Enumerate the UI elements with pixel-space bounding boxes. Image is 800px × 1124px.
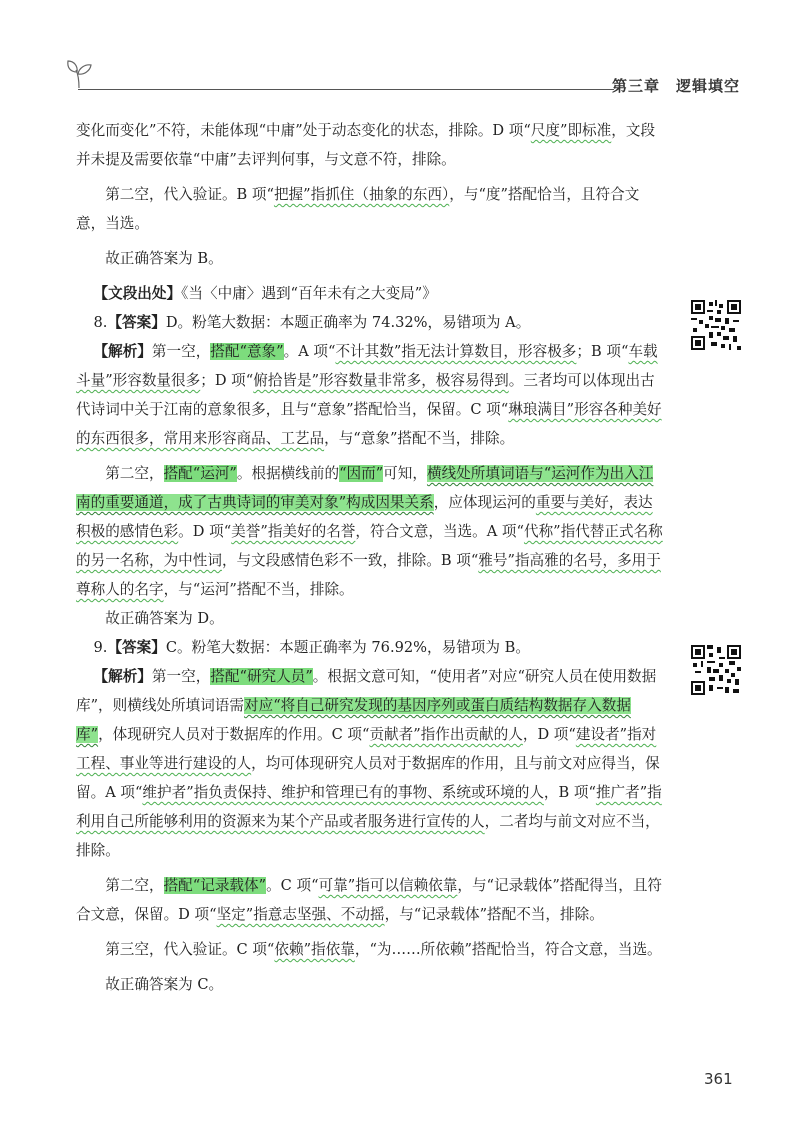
highlighted-text: 搭配“意象”: [210, 343, 284, 360]
highlighted-text: 横线处所填词语与“运河作为出入江南的重要通道，成了古典诗词的审美对象”构成因果关系: [76, 465, 654, 511]
text-span: 第二空，代入验证。B 项“: [105, 186, 274, 203]
text-span: 变化而变化”不符，未能体现“中庸”处于动态变化的状态，排除。D 项“: [76, 122, 531, 139]
underlined-text: 把握”指抓住（抽象的东西）: [273, 186, 450, 203]
text-span: ，符合文意，当选。A 项“: [355, 523, 524, 540]
underlined-text: 维护者”指负责保持、维护和管理已有的事物、系统或环境的人: [142, 784, 544, 801]
highlighted-text: “因而”: [339, 465, 384, 482]
analysis-label: 【解析】: [93, 668, 152, 685]
paragraph: [76, 180, 666, 238]
text-span: 可知，: [383, 465, 427, 482]
answer-line: 故正确答案为 B。: [105, 250, 223, 267]
underlined-text: 琳琅满目”形容各种美好的东西很多，常用来形容商品、工艺品: [76, 401, 662, 447]
qr-code-icon[interactable]: [691, 645, 741, 695]
underlined-text: 不计其数”指无法计算数目，形容极多: [335, 343, 577, 360]
highlighted-text: 对应“将自己研究发现的基因序列或蛋白质结构数据存入数据库”: [76, 697, 631, 743]
text-span: ，二者均与前文对应不当，排除。: [76, 813, 660, 859]
answer-label: 【答案】: [107, 314, 166, 331]
underlined-text: 美誉”指美好的名誉: [231, 523, 356, 540]
text-span: ，“为……所依赖”搭配恰当，符合文意，当选。: [354, 941, 662, 958]
text-span: 。根据文意可知，“使用者”对应“研究人员在使用数据库”，则横线处所填词语需: [76, 668, 657, 714]
chapter-title: 第三章 逻辑填空: [612, 77, 741, 95]
text-span: ，与“意象”搭配不当，排除。: [324, 430, 515, 447]
highlighted-text: 搭配“研究人员”: [210, 668, 313, 685]
analysis-paragraph: [76, 662, 666, 865]
text-span: 第三空，代入验证。C 项“: [105, 941, 275, 958]
qr-code-icon[interactable]: [691, 300, 741, 350]
text-span: 第二空，: [105, 877, 164, 894]
answer-header-8: [76, 308, 666, 337]
text-span: 。D 项“: [178, 523, 232, 540]
page-body: [76, 116, 666, 999]
underlined-text: 可靠”指可以信赖依靠: [318, 877, 458, 894]
leaf-icon: [66, 58, 94, 90]
text-span: ；D 项“: [200, 372, 254, 389]
underlined-text: 尺度”即标准: [530, 122, 612, 139]
analysis-paragraph: [76, 337, 666, 453]
underlined-text: 雅号”指高雅的名号，多用于尊称人的名字: [76, 552, 661, 598]
underlined-text: 贡献者”指作出贡献的人: [369, 726, 523, 743]
text-span: ，与“记录载体”搭配得当，且符合文意，保留。D 项“: [76, 877, 663, 923]
text-span: ，均可体现研究人员对于数据库的作用，且与前文对应得当，保留。A 项“: [76, 755, 660, 801]
text-span: 。A 项“: [283, 343, 336, 360]
source-text: 《当〈中庸〉遇到“百年未有之大变局”》: [181, 285, 437, 302]
underlined-text: 推广者”指利用自己所能够利用的资源来为某个产品或者服务进行宣传的人: [76, 784, 662, 830]
source-line: [76, 279, 666, 308]
highlighted-text: 搭配“运河”: [163, 465, 237, 482]
underlined-text: 坚定”指意志坚强、不动摇: [216, 906, 385, 923]
underlined-text: 建设者”指对工程、事业等进行建设的人: [76, 726, 657, 772]
highlighted-text: 搭配“记录载体”: [163, 877, 267, 894]
answer-label: 【答案】: [107, 639, 166, 656]
answer-line: 故正确答案为 C。: [105, 976, 224, 993]
paragraph: [76, 935, 666, 964]
question-number: 9.: [93, 639, 108, 656]
analysis-label: 【解析】: [93, 343, 152, 360]
paragraph: [76, 459, 666, 604]
text-span: ，文段并未提及需要依靠“中庸”去评判何事，与文意不符，排除。: [76, 122, 656, 168]
text-span: ，与“度”搭配恰当，且符合文意，当选。: [76, 186, 640, 232]
text-span: ，B 项“: [543, 784, 596, 801]
underlined-text: 俯拾皆是”形容数量非常多，极容易得到: [253, 372, 509, 389]
paragraph: [76, 871, 666, 929]
paragraph: [76, 116, 666, 174]
text-span: 。三者均可以体现出古代诗词中关于江南的意象很多，且与“意象”搭配恰当，保留。C 项“: [76, 372, 655, 418]
text-span: 第一空，: [151, 668, 211, 685]
text-span: ，体现研究人员对于数据库的作用。C 项“: [98, 726, 370, 743]
text-span: 第一空，: [151, 343, 211, 360]
text-span: ，应体现运河的: [433, 494, 536, 511]
header-rule: [78, 89, 614, 90]
text-span: ；B 项“: [576, 343, 629, 360]
text-span: ，与“运河”搭配不当，排除。: [163, 581, 354, 598]
answer-header-9: [76, 633, 666, 662]
answer-text: D。粉笔大数据：本题正确率为 74.32%，易错项为 A。: [165, 314, 531, 331]
underlined-text: 代称”指代替正式名称的另一名称，为中性词: [76, 523, 663, 569]
text-span: 。C 项“: [266, 877, 319, 894]
underlined-text: 重要与美好，表达积极的感情色彩: [76, 494, 653, 540]
answer-text: C。粉笔大数据：本题正确率为 76.92%，易错项为 B。: [165, 639, 530, 656]
text-span: 。根据横线前的: [236, 465, 340, 482]
page-number: 361: [704, 1070, 733, 1088]
text-span: ，与文段感情色彩不一致，排除。B 项“: [221, 552, 479, 569]
answer-line: 故正确答案为 D。: [105, 610, 224, 627]
question-number: 8.: [93, 314, 108, 331]
underlined-text: 依赖”指依靠: [274, 941, 355, 958]
text-span: 第二空，: [105, 465, 164, 482]
text-span: ，与“记录载体”搭配不当，排除。: [384, 906, 604, 923]
underlined-text: 车载斗量”形容数量很多: [76, 343, 658, 389]
source-label: 【文段出处】: [93, 285, 182, 302]
text-span: ，D 项“: [522, 726, 576, 743]
